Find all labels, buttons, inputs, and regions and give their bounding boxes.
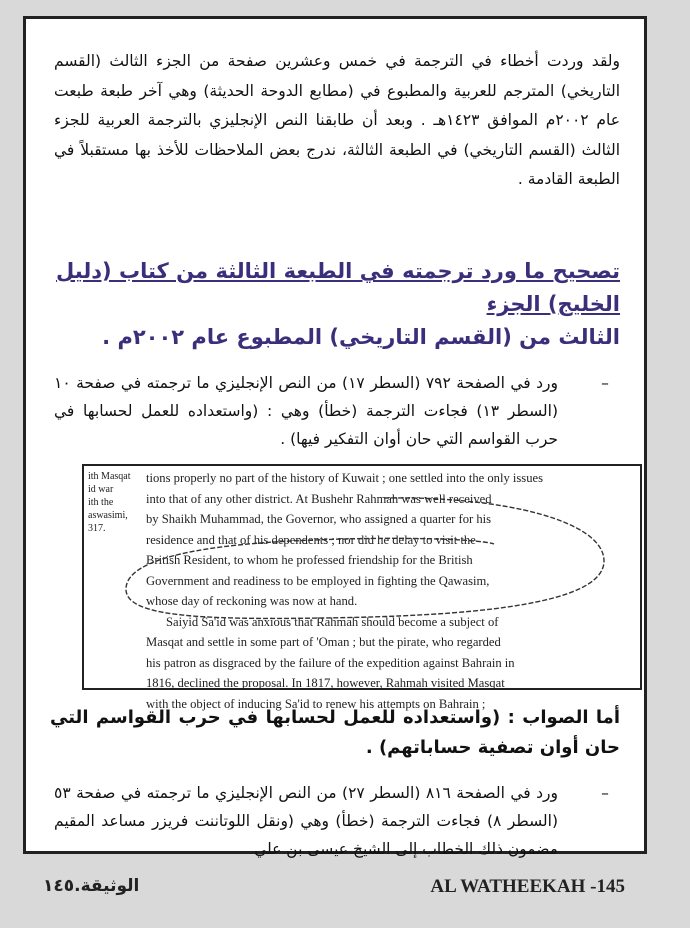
excerpt-body (146, 468, 632, 714)
margin-note-line: ith the (88, 497, 114, 508)
margin-note-line: ith Masqat (88, 471, 131, 482)
excerpt-line: 1816, declined the proposal. In 1817, however, Rahmah visited Masqat (146, 676, 505, 690)
margin-note-line: 317. (88, 523, 106, 534)
correction-text: أما الصواب : (واستعداده للعمل لحسابها في حرب القواسم التي حان أوان تصفية حساباتهم) . (50, 707, 620, 758)
bullet-item-1 (54, 369, 620, 453)
margin-note-line: id war (88, 484, 114, 495)
margin-note-line: aswasimi, (88, 510, 128, 521)
bullet-dash: – (601, 784, 609, 802)
excerpt-line: whose day of reckoning was now at hand. (146, 594, 358, 608)
page-footer (23, 862, 647, 910)
excerpt-line: residence and that of his dependents ; nor did he delay to visit the (146, 532, 476, 547)
excerpt-line: with the object of inducing Sa'id to renew his attempts on Bahrain ; (146, 696, 486, 711)
excerpt-line: Government and readiness to be employed in fighting the Qawasim, (146, 573, 490, 588)
excerpt-line: tions properly no part of the history of Kuwait ; one settled into the only issues (146, 471, 543, 485)
bullet-item-2 (54, 779, 620, 863)
excerpt-margin-note (88, 470, 132, 535)
excerpt-line: Masqat and settle in some part of 'Oman ; but the pirate, who regarded (146, 635, 501, 649)
bullet-dash: – (601, 374, 609, 392)
section-heading (56, 255, 620, 354)
excerpt-line: Saiyid Sa'id was anxious that Rahmah should become a subject of (166, 614, 499, 629)
footer-arabic-title: الوثيقة.١٤٥ (43, 876, 140, 896)
heading-line-1: تصحيح ما ورد ترجمته في الطبعة الثالثة من كتاب (دليل الخليج) الجزء (56, 259, 620, 316)
excerpt-line: into that of any other district. At Bushehr Rahmah was well received (146, 491, 492, 506)
excerpt-line: by Shaikh Muhammad, the Governor, who assigned a quarter for his (146, 512, 492, 526)
bullet-text: ورد في الصفحة ٨١٦ (السطر ٢٧) من النص الإنجليزي ما ترجمته في صفحة ٥٣ (السطر ٨) فجاءت الترجمة (خطأ) وهي (ونقل اللوتاننت فريزر مساعد المقيم مضمون ذلك الخطاب إلى الشيخ عيسى بن علي (54, 784, 558, 858)
intro-paragraph: ولقد وردت أخطاء في الترجمة في خمس وعشرين صفحة من الجزء الثالث (القسم التاريخي) المترجم للعربية والمطبوع في (مطابع الدوحة الحديثة) وهي آخر طبعة طبعت عام ٢٠٠٢م الموافق ١٤٢٣هـ . وبعد أن طابقنا النص الإنجليزي بالترجمة العربية للجزء الثالث (القسم التاريخي) في الطبعة الثالثة، ندرج بعض الملاحظات للأخذ بها مستقبلاً في الطبعة القادمة . (54, 52, 620, 188)
page-frame (23, 16, 647, 858)
excerpt-line: his patron as disgraced by the failure of the expedition against Bahrain in (146, 655, 515, 670)
english-excerpt-clipping (82, 464, 642, 711)
excerpt-line: British Resident, to whom he professed friendship for the British (146, 553, 473, 567)
heading-line-2: الثالث من (القسم التاريخي) المطبوع عام ٢٠٠٢م . (102, 325, 620, 349)
footer-english-title: AL WATHEEKAH -145 (430, 876, 625, 897)
bullet-text: ورد في الصفحة ٧٩٢ (السطر ١٧) من النص الإنجليزي ما ترجمته في صفحة ١٠ (السطر ١٣) فجاءت الترجمة (خطأ) وهي : (واستعداده للعمل لحسابها في حرب القواسم التي حان أوان التفكير فيها) . (54, 374, 558, 448)
